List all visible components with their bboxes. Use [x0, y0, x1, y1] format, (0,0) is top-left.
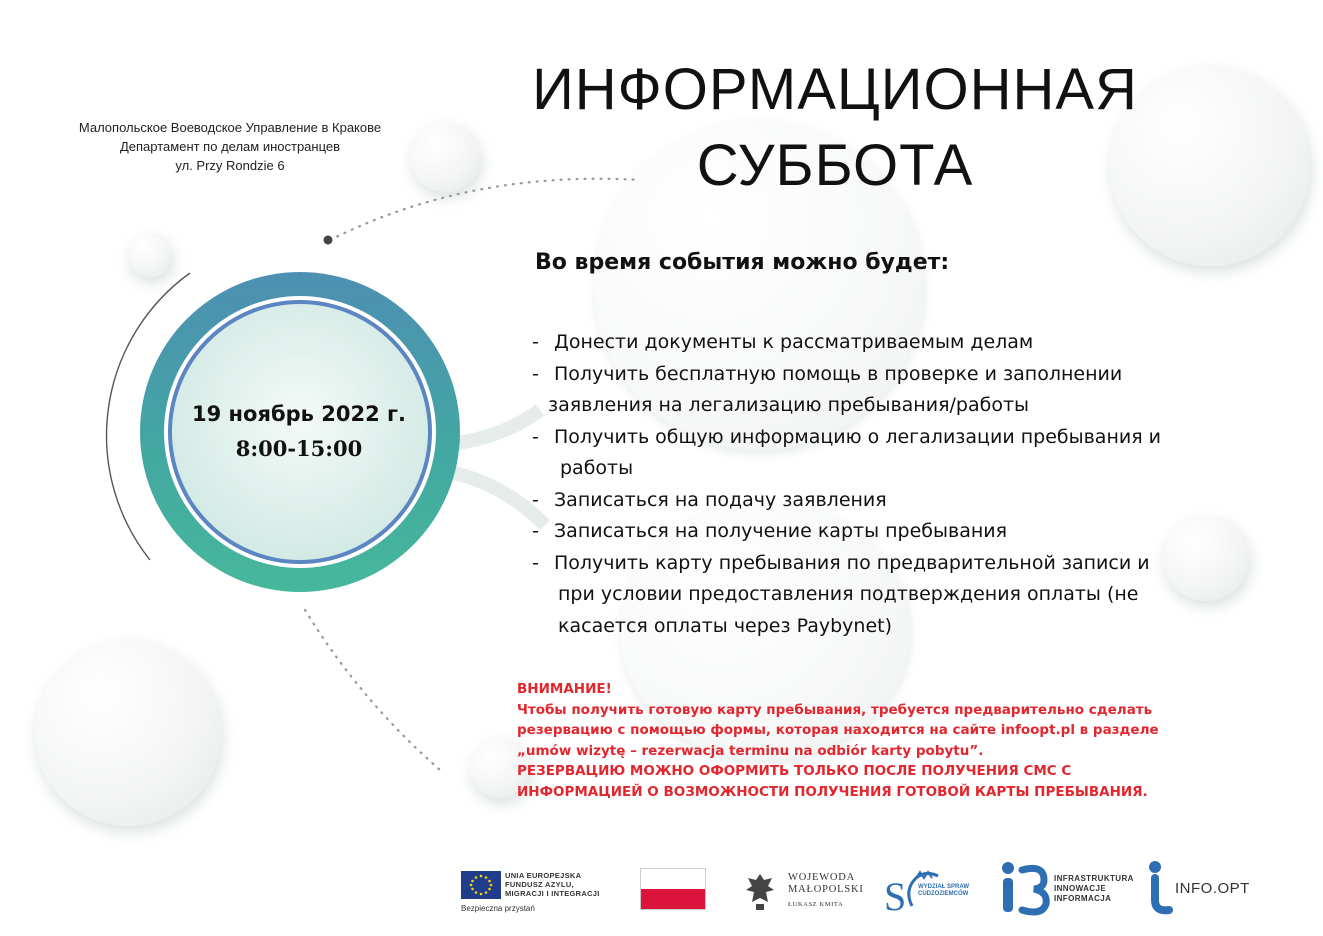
infoopt-logo: [1145, 858, 1255, 918]
wsc-logo: [882, 864, 982, 918]
list-dash: -: [532, 488, 539, 511]
list-item: [530, 485, 1250, 517]
section-heading: Во время события можно будет:: [535, 250, 950, 275]
title-line: ИНФОРМАЦИОННАЯ: [532, 57, 1138, 122]
org-department: Департамент по делам иностранцев: [119, 139, 341, 154]
eu-logo-caption: Bezpieczna przystań: [461, 904, 535, 913]
list-item-text: Получить бесплатную помощь в проверке и заполнении: [554, 362, 1123, 385]
i3-logo-text: INFORMACJA: [1054, 894, 1112, 903]
page-title: [470, 52, 1200, 204]
i3-logo-text: INFRASTRUKTURA: [1054, 874, 1134, 883]
infoopt-emblem-icon: [1145, 858, 1179, 916]
list-dash: -: [532, 520, 539, 542]
eagle-emblem-icon: [742, 870, 778, 914]
polish-flag-icon: [640, 868, 706, 910]
list-item-text: касается оплаты через Paybynet): [558, 614, 893, 637]
wojewoda-logo: [742, 868, 872, 918]
eu-flag-icon: [461, 871, 501, 899]
attention-notice: [517, 679, 1277, 803]
organisation-header: [30, 118, 430, 175]
list-dash: -: [532, 331, 539, 353]
list-item-text: заявления на легализацию пребывания/работы: [548, 394, 1030, 416]
notice-text: Чтобы получить готовую карту пребывания, требуется предварительно сделать: [517, 701, 1153, 718]
activities-list: [530, 327, 1250, 642]
org-address: ул. Przy Rondzie 6: [175, 158, 285, 173]
date-circle: [136, 260, 476, 610]
notice-text: „umów wizytę – rezerwacja terminu na odbiór karty pobytu”.: [517, 742, 984, 759]
list-dash: -: [532, 551, 539, 574]
list-item-text: при условии предоставления подтверждения оплаты (не: [558, 583, 1139, 605]
list-item-text: Получить карту пребывания по предварительной записи и: [554, 551, 1150, 574]
i3-emblem-icon: [1000, 858, 1056, 916]
list-item-text: Получить общую информацию о легализации пребывания и: [554, 425, 1162, 448]
wsc-logo-text: WYDZIAŁ SPRAW: [918, 884, 969, 890]
notice-text: РЕЗЕРВАЦИЮ МОЖНО ОФОРМИТЬ ТОЛЬКО ПОСЛЕ ПОЛУЧЕНИЯ СМС С: [517, 763, 1072, 780]
infoopt-logo-text: INFO.OPT: [1175, 880, 1250, 897]
wojewoda-logo-text: MAŁOPOLSKI: [788, 884, 864, 895]
list-item: [530, 359, 1250, 422]
wojewoda-logo-text: ŁUKASZ KMITA: [788, 901, 844, 908]
eu-logo-text: FUNDUSZ AZYLU,: [505, 880, 574, 889]
list-item-text: Записаться на подачу заявления: [554, 488, 887, 511]
notice-text: резервацию с помощью формы, которая находится на сайте infoopt.pl в разделе: [517, 722, 1159, 739]
svg-text:S: S: [884, 874, 907, 916]
list-dash: -: [532, 425, 539, 448]
org-name: Малопольское Воеводское Управление в Кракове: [78, 120, 382, 135]
arc-dot: [324, 236, 333, 245]
notice-text: ИНФОРМАЦИЕЙ О ВОЗМОЖНОСТИ ПОЛУЧЕНИЯ ГОТОВОЙ КАРТЫ ПРЕБЫВАНИЯ.: [517, 783, 1148, 800]
eu-logo: [461, 871, 601, 919]
title-line: СУББОТА: [696, 133, 974, 198]
list-item-text: Донести документы к рассматриваемым делам: [554, 331, 1034, 353]
wsc-logo-text: CUDZOZIEMCÓW: [918, 891, 969, 897]
notice-heading: ВНИМАНИЕ!: [517, 681, 612, 697]
list-item: [530, 548, 1250, 643]
list-item: [530, 422, 1250, 485]
eu-logo-text: UNIA EUROPEJSKA: [505, 871, 582, 880]
list-item: [530, 327, 1250, 359]
i3-logo-text: INNOWACJE: [1054, 884, 1107, 893]
list-item-text: работы: [560, 457, 634, 479]
list-dash: -: [532, 362, 539, 385]
wojewoda-logo-text: WOJEWODA: [788, 872, 856, 883]
event-time: 8:00-15:00: [235, 436, 363, 461]
event-date: 19 ноябрь 2022 г.: [192, 402, 406, 426]
list-item: [530, 516, 1250, 548]
list-item-text: Записаться на получение карты пребывания: [554, 520, 1008, 542]
i3-logo: [1000, 858, 1140, 918]
eu-logo-text: MIGRACJI I INTEGRACJI: [505, 889, 600, 898]
